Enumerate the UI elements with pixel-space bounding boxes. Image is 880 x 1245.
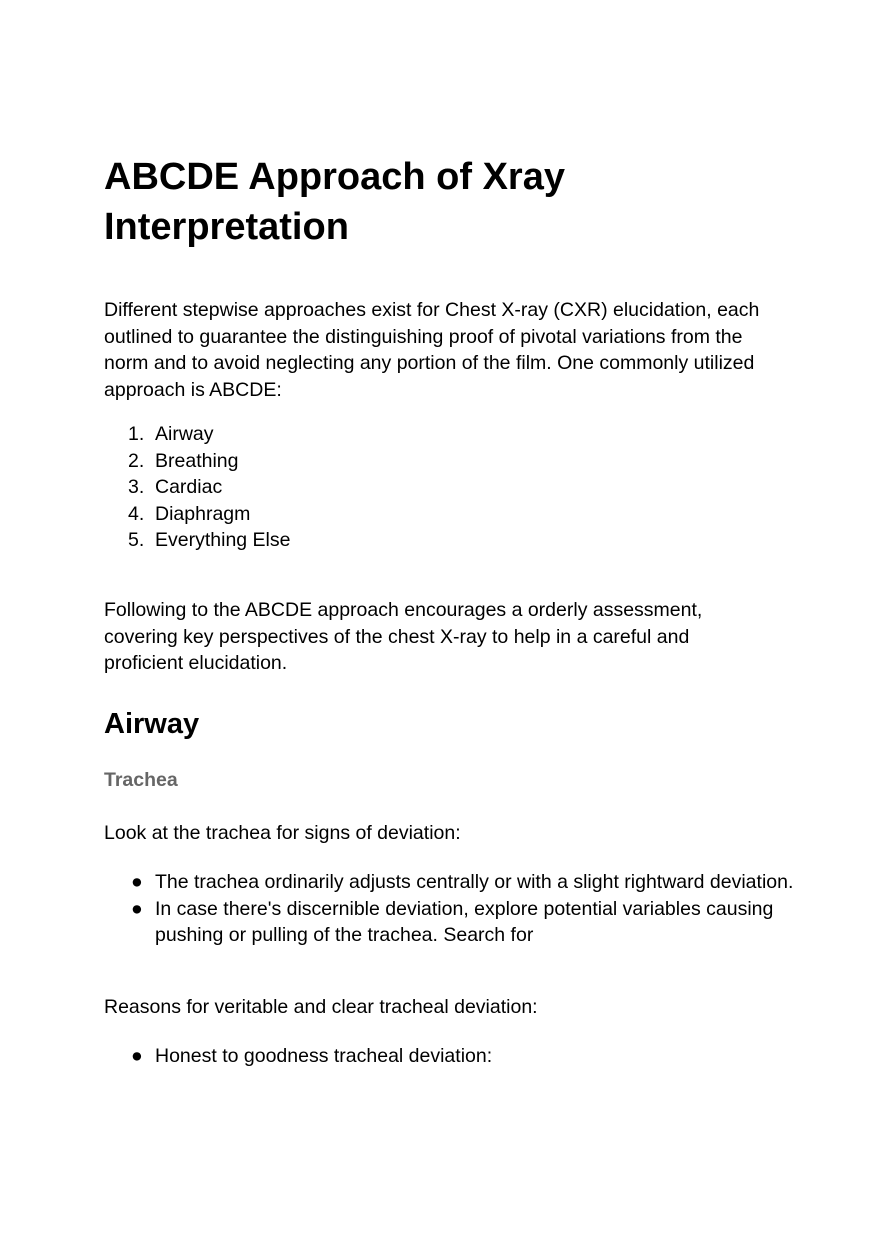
abcde-steps-list [104, 421, 290, 554]
list-item [104, 501, 290, 528]
list-item-text: Honest to goodness tracheal deviation: [155, 1045, 493, 1067]
trachea-lead-paragraph: Look at the trachea for signs of deviation: [104, 822, 461, 844]
list-number: 4. [128, 502, 145, 525]
bullet-icon: ● [131, 897, 143, 920]
bullet-icon: ● [131, 871, 143, 893]
reasons-bullet-list [104, 1043, 794, 1070]
list-number: 5. [128, 529, 145, 551]
list-item [104, 448, 290, 475]
list-item [104, 1043, 794, 1070]
subsection-heading-trachea: Trachea [104, 769, 178, 791]
list-number: 1. [128, 423, 145, 445]
intro-paragraph: Different stepwise approaches exist for Chest X-ray (CXR) elucidation, each outlined to guarantee the distinguishing proof of pivotal variations from the norm and to avoid neglecting any portion of the film. One commonly utilized approach is ABCDE: [104, 299, 760, 401]
list-item-label: Cardiac [155, 476, 223, 498]
list-item-label: Breathing [155, 449, 239, 472]
list-number: 3. [128, 476, 145, 498]
deviation-bullet-list [104, 869, 794, 949]
bullet-icon: ● [131, 1045, 143, 1067]
list-item [104, 527, 290, 554]
list-item-label: Airway [155, 423, 214, 445]
document-title: ABCDE Approach of Xray Interpretation [104, 156, 565, 248]
section-heading-airway: Airway [104, 708, 200, 740]
list-item-text: In case there's discernible deviation, explore potential variables causing pushing or pulling of the trachea. Search for [155, 897, 774, 946]
list-item-label: Diaphragm [155, 502, 251, 525]
follow-paragraph: Following to the ABCDE approach encourages a orderly assessment, covering key perspectives of the chest X-ray to help in a careful and proficient elucidation. [104, 599, 703, 674]
list-item [104, 869, 794, 896]
list-item [104, 421, 290, 448]
list-number: 2. [128, 449, 145, 472]
list-item-label: Everything Else [155, 529, 291, 551]
reasons-lead-paragraph: Reasons for veritable and clear tracheal deviation: [104, 996, 538, 1018]
list-item-text: The trachea ordinarily adjusts centrally or with a slight rightward deviation. [155, 871, 794, 893]
list-item [104, 896, 794, 949]
list-item [104, 474, 290, 501]
